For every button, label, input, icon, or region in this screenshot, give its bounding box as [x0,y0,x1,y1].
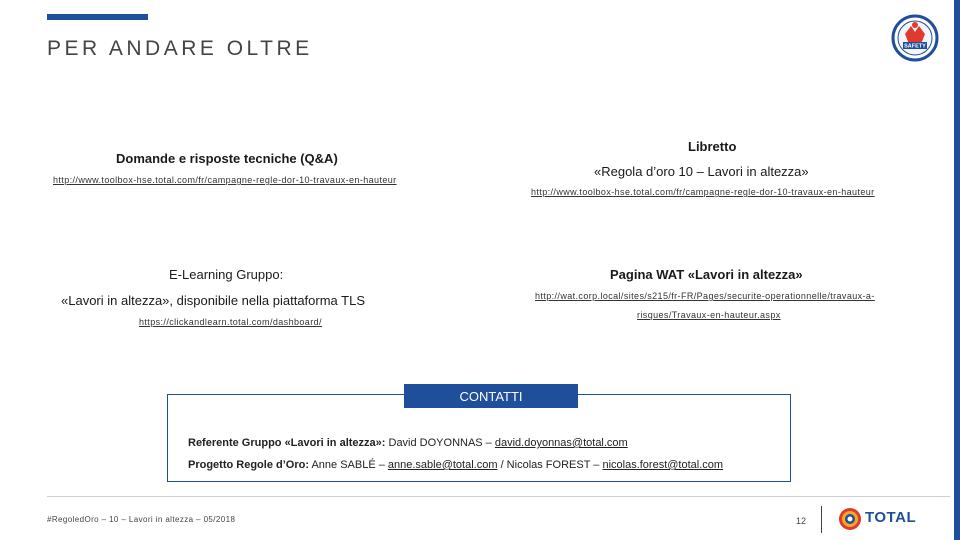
contact-project-email2-link[interactable]: nicolas.forest@total.com [602,459,724,471]
wat-link-line1[interactable]: http://wat.corp.local/sites/s215/fr-FR/Pages/securite-operationnelle/travaux-a- [535,291,875,301]
elearning-subheading: «Lavori in altezza», disponibile nella piattaforma TLS [61,293,365,308]
booklet-subheading: «Regola d’oro 10 – Lavori in altezza» [594,164,809,179]
footer-caption: #RegoledOro – 10 – Lavori in altezza – 05/2018 [47,515,236,524]
footer-separator [821,506,822,533]
page-title: PER ANDARE OLTRE [47,37,313,60]
wat-heading: Pagina WAT «Lavori in altezza» [610,267,803,282]
contacts-tab: CONTATTI [404,384,578,408]
contact-project-golden-rules [188,459,723,471]
booklet-heading: Libretto [688,139,737,154]
qa-heading: Domande e risposte tecniche (Q&A) [116,151,338,166]
header-accent-bar [47,14,148,20]
contact-project-separator: / Nicolas FOREST – [497,459,603,471]
contact-project-label: Progetto Regole d’Oro: [188,459,309,471]
contact-group-person: David DOYONNAS – [385,437,495,449]
contact-group-label: Referente Gruppo «Lavori in altezza»: [188,437,386,449]
footer-divider [47,496,950,497]
safety-badge-logo [891,14,939,62]
contact-project-person1: Anne SABLÉ – [309,459,388,471]
safety-badge-text: SAFETY [904,43,926,50]
total-logo-icon [838,507,862,531]
qa-link[interactable]: http://www.toolbox-hse.total.com/fr/campagne-regle-dor-10-travaux-en-hauteur [53,175,397,185]
elearning-link[interactable]: https://clickandlearn.total.com/dashboard/ [139,317,322,327]
elearning-heading: E-Learning Gruppo: [169,267,284,282]
contact-group-referent [188,437,628,449]
page-number: 12 [796,516,807,526]
total-logo [838,506,928,532]
right-edge-stripe [954,0,960,540]
wat-link-line2[interactable]: risques/Travaux-en-hauteur.aspx [637,310,781,320]
total-logo-text: TOTAL [865,509,917,526]
contact-project-email1-link[interactable]: anne.sable@total.com [387,459,498,471]
contact-group-email-link[interactable]: david.doyonnas@total.com [494,437,628,449]
booklet-link[interactable]: http://www.toolbox-hse.total.com/fr/campagne-regle-dor-10-travaux-en-hauteur [531,187,875,197]
